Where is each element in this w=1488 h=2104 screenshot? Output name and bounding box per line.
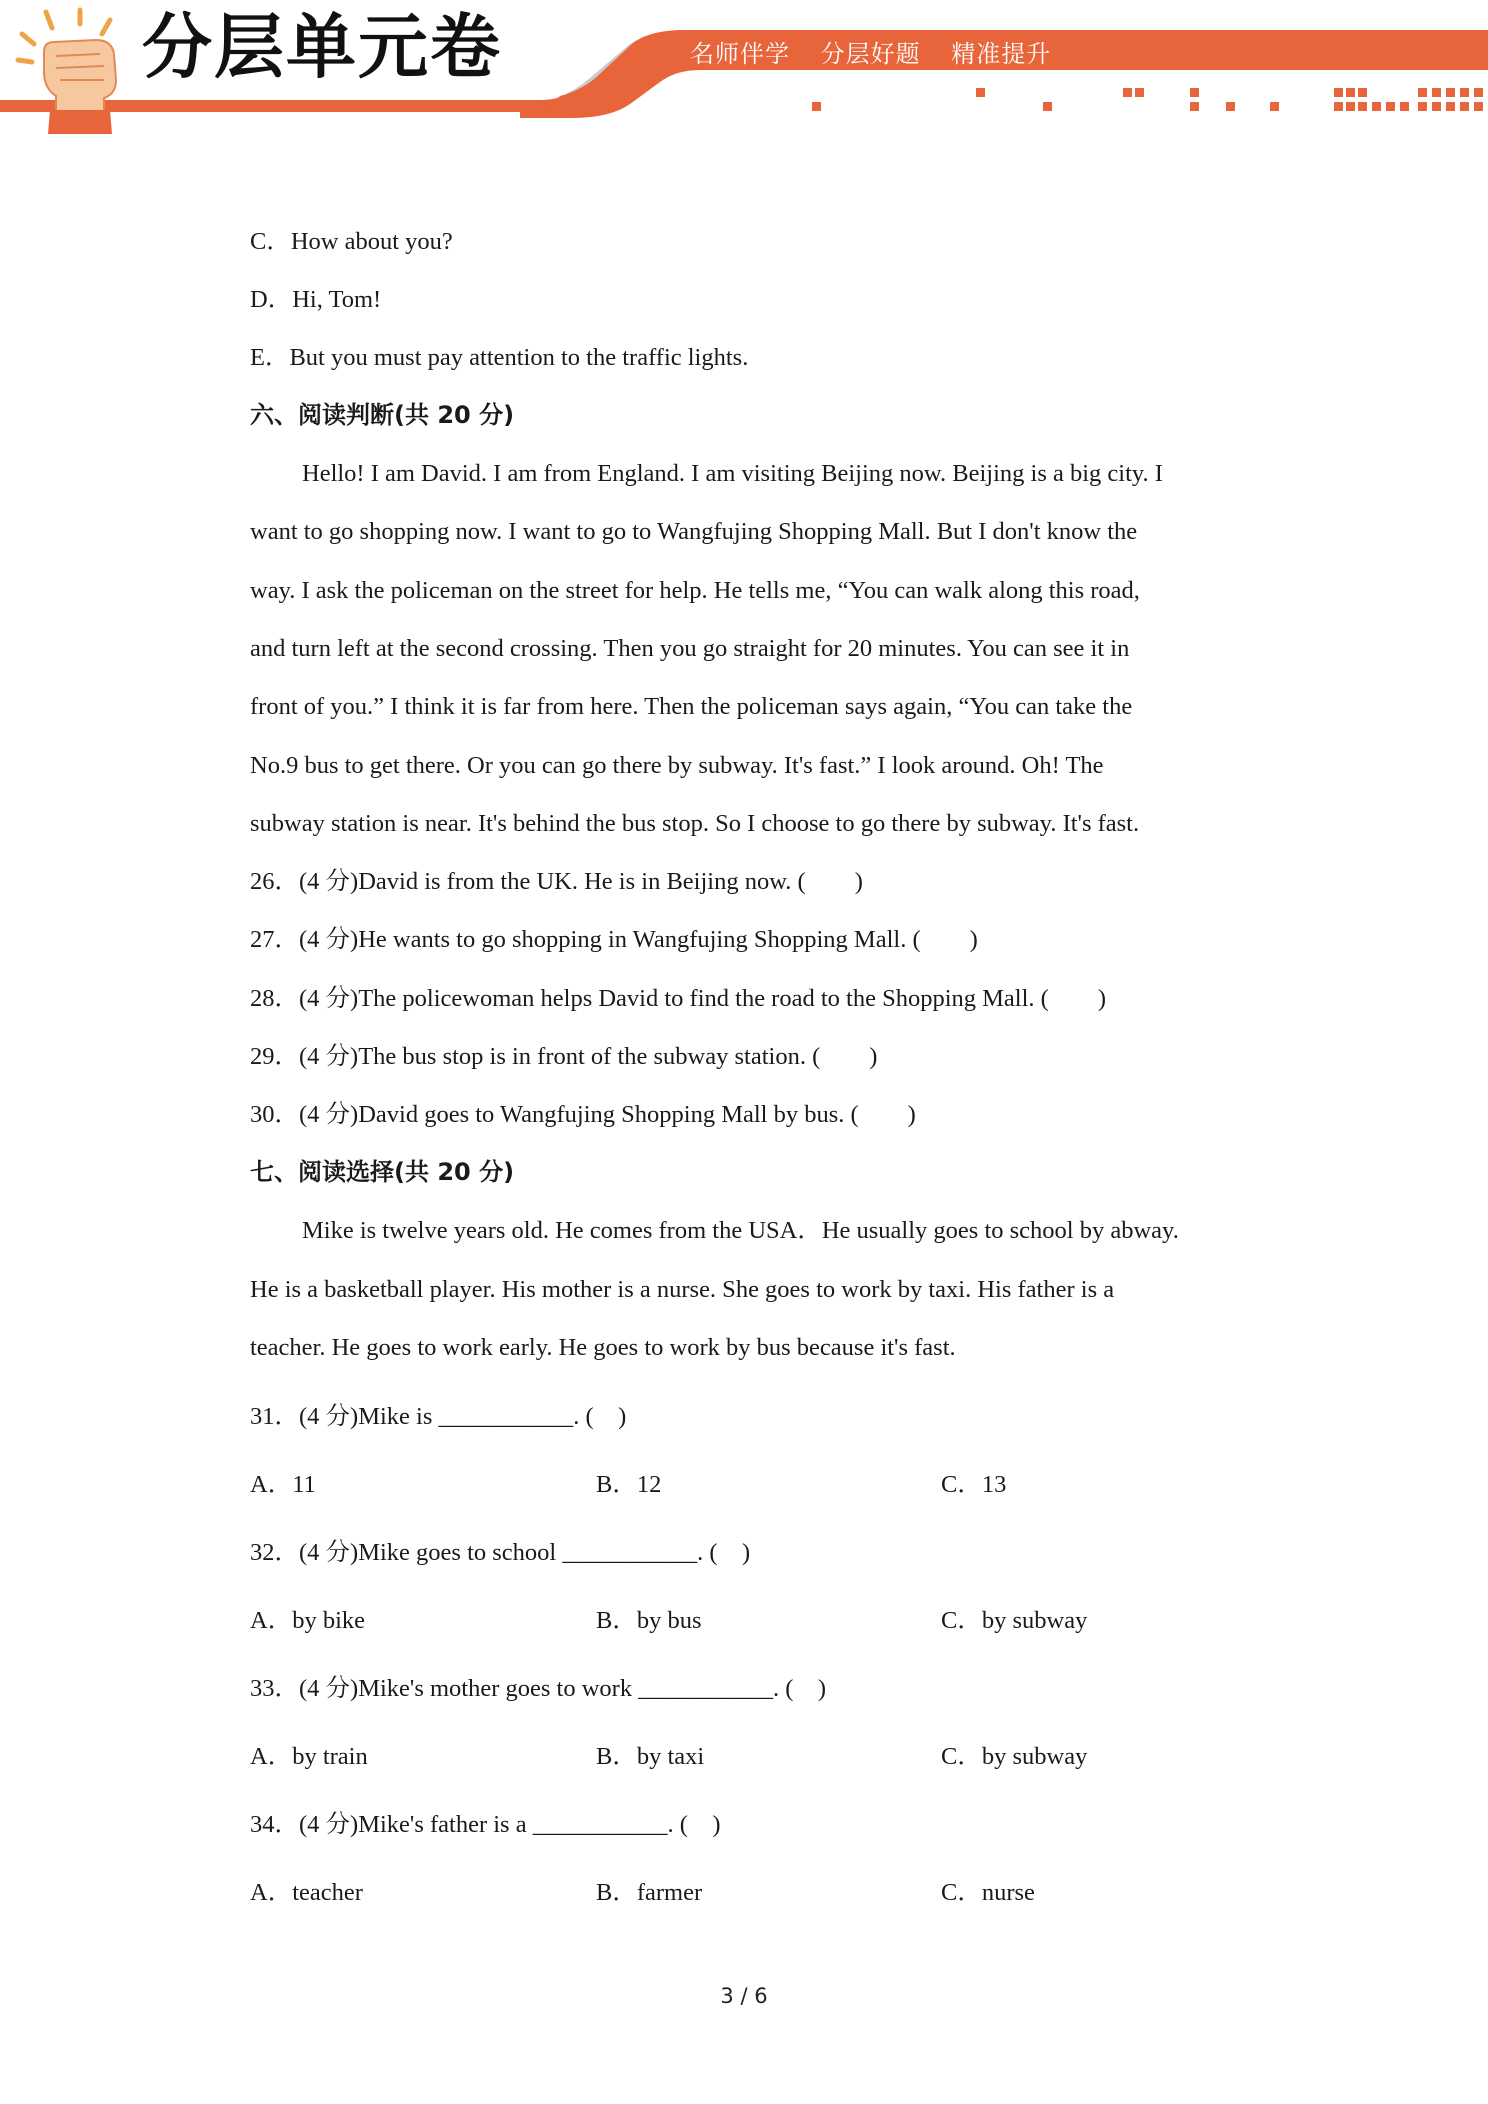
option-a: A．by bike [250,1607,365,1634]
option-line: C．How about you? [250,228,453,255]
question-item: 30．(4 分)David goes to Wangfujing Shopping Mall by bus. ( ) [250,1101,916,1128]
passage-line: front of you.” I think it is far from here. Then the policeman says again, “You can take the [250,693,1133,720]
passage-line: He is a basketball player. His mother is a nurse. She goes to work by taxi. His father is a [250,1276,1115,1303]
brand-title: 分层单元卷 [142,6,502,88]
option-c: C．by subway [941,1607,1088,1634]
page-number: 3 / 6 [720,1984,768,2008]
passage-line: Mike is twelve years old. He comes from the USA．He usually goes to school by abway. [302,1217,1179,1244]
passage-line: teacher. He goes to work early. He goes to work by bus because it's fast. [250,1334,956,1361]
passage-line: and turn left at the second crossing. Then you go straight for 20 minutes. You can see it in [250,635,1130,662]
question-item: 27．(4 分)He wants to go shopping in Wangfujing Shopping Mall. ( ) [250,926,978,953]
option-b: B．by taxi [596,1743,705,1770]
question-item: 31．(4 分)Mike is ___________. ( ) [250,1403,627,1430]
question-item: 34．(4 分)Mike's father is a ___________. ( ) [250,1811,721,1838]
question-item: 32．(4 分)Mike goes to school ___________. ( ) [250,1539,751,1566]
option-a: A．teacher [250,1879,363,1906]
option-c: C．13 [941,1471,1007,1498]
option-a: A．11 [250,1471,316,1498]
section-title: 六、阅读判断(共 20 分) [250,401,515,429]
slogan-item: 名师伴学 [690,40,790,68]
slogan [690,34,1073,69]
option-line: E．But you must pay attention to the traffic lights. [250,344,749,371]
passage-line: subway station is near. It's behind the bus stop. So I choose to go there by subway. It's fast. [250,810,1140,837]
option-c: C．nurse [941,1879,1035,1906]
slogan-item: 精准提升 [951,40,1052,68]
decorative-squares [812,88,1483,111]
option-b: B．by bus [596,1607,702,1634]
option-line: D．Hi, Tom! [250,286,382,313]
option-c: C．by subway [941,1743,1088,1770]
passage-line: No.9 bus to get there. Or you can go there by subway. It's fast.” I look around. Oh! The [250,752,1104,779]
question-item: 29．(4 分)The bus stop is in front of the subway station. ( ) [250,1043,878,1070]
header-banner [0,0,1488,140]
question-item: 26．(4 分)David is from the UK. He is in Beijing now. ( ) [250,868,863,895]
option-a: A．by train [250,1743,368,1770]
section-title: 七、阅读选择(共 20 分) [250,1158,515,1186]
option-b: B．12 [596,1471,662,1498]
passage-line: Hello! I am David. I am from England. I am visiting Beijing now. Beijing is a big city. I [302,460,1163,487]
option-b: B．farmer [596,1879,703,1906]
question-item: 28．(4 分)The policewoman helps David to find the road to the Shopping Mall. ( ) [250,985,1106,1012]
passage-line: want to go shopping now. I want to go to Wangfujing Shopping Mall. But I don't know the [250,518,1138,545]
raised-fist-icon [18,10,116,134]
slogan-item: 分层好题 [820,40,921,68]
question-item: 33．(4 分)Mike's mother goes to work ___________. ( ) [250,1675,827,1702]
passage-line: way. I ask the policeman on the street for help. He tells me, “You can walk along this road, [250,577,1140,604]
